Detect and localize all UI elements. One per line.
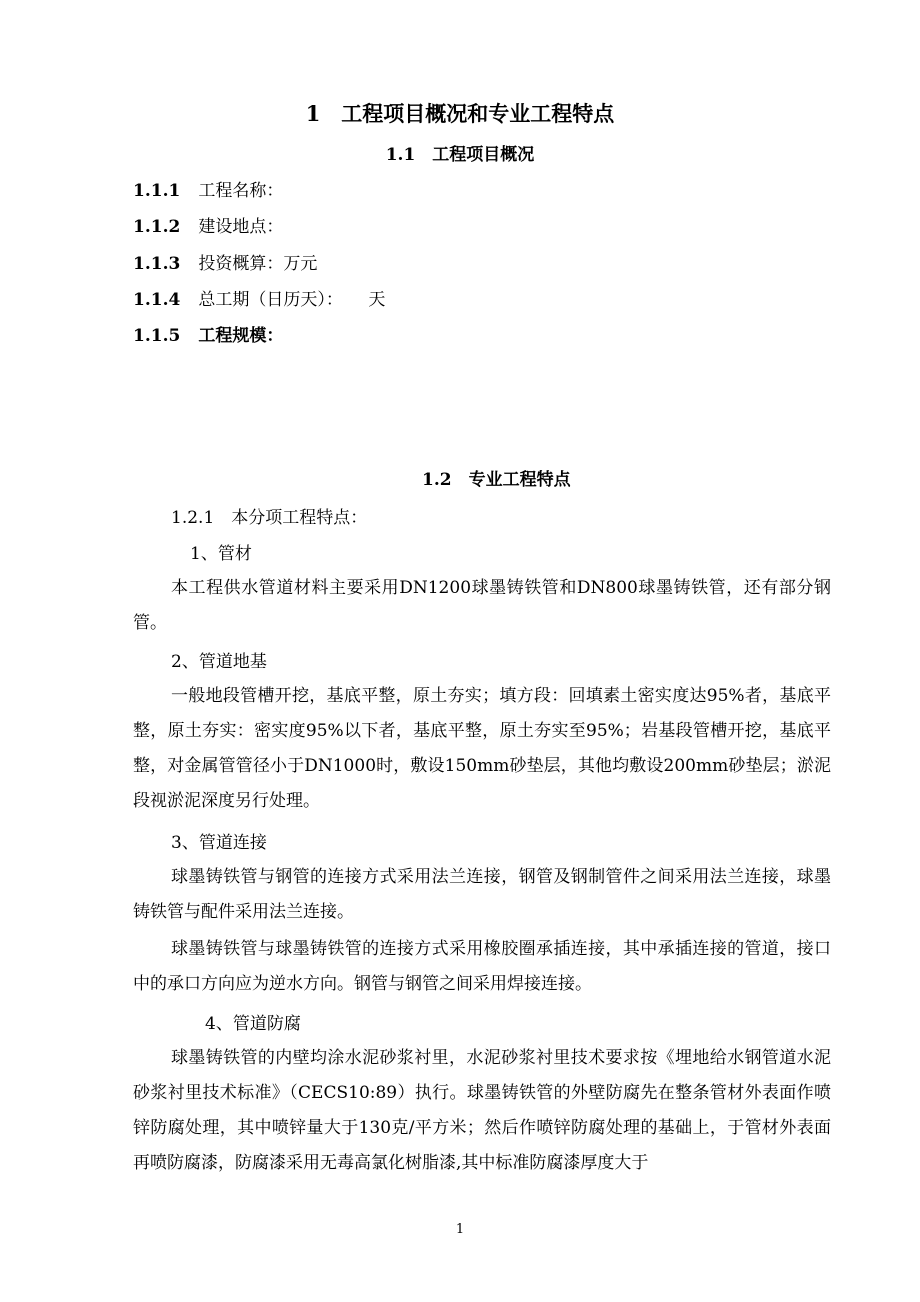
- item-number: 1.1.3: [133, 254, 181, 274]
- paragraph-pipe-material: 本工程供水管道材料主要采用DN1200球墨铸铁管和DN800球墨铸铁管，还有部分钢管。: [133, 578, 831, 633]
- section-number: 1.2: [422, 470, 452, 490]
- item-location: [133, 216, 283, 238]
- item-text: 投资概算：万元: [198, 254, 318, 274]
- item-scale: [133, 325, 283, 347]
- paragraph-pipe-foundation: 一般地段管槽开挖，基底平整，原土夯实；填方段：回填素土密实度达95%者，基底平整，原土夯实：密实度95%以下者，基底平整，原土夯实至95%；岩基段管槽开挖，基底平整，对金属管管径小于DN1000时，敷设150mm砂垫层，其他均敷设200mm砂垫层；淤泥段视淤泥深度另行处理。: [133, 686, 831, 811]
- item-project-name: [133, 180, 283, 202]
- heading-pipe-connection: 3、管道连接: [171, 833, 267, 853]
- item-text: 建设地点：: [198, 217, 284, 237]
- item-number: 1.1.5: [133, 326, 181, 346]
- item-duration: [133, 289, 385, 311]
- section-heading-1-2: [422, 469, 571, 491]
- section-heading-1-1: [0, 144, 920, 166]
- subsection-intro: 1.2.1 本分项工程特点：: [171, 508, 368, 528]
- paragraph-pipe-anticorrosion: 球墨铸铁管的内壁均涂水泥砂浆衬里，水泥砂浆衬里技术要求按《埋地给水钢管道水泥砂浆衬里技术标准》（CECS10:89）执行。球墨铸铁管的外壁防腐先在整条管材外表面作喷锌防腐处理，其中喷锌量大于130克/平方米；然后作喷锌防腐处理的基础上，于管材外表面再喷防腐漆，防腐漆采用无毒高氯化树脂漆,其中标准防腐漆厚度大于: [133, 1048, 831, 1173]
- item-budget: [133, 253, 317, 275]
- heading-pipe-material: 1、管材: [190, 544, 252, 564]
- item-text: 工程规模：: [198, 326, 284, 346]
- section-number: 1.1: [385, 145, 416, 165]
- item-text: 总工期（日历天）： 天: [198, 290, 386, 310]
- heading-pipe-foundation: 2、管道地基: [171, 652, 267, 672]
- item-number: 1.1.4: [133, 290, 181, 310]
- item-text: 工程名称：: [198, 181, 284, 201]
- section-title: 工程项目概况: [432, 145, 535, 165]
- item-number: 1.1.2: [133, 217, 181, 237]
- item-number: 1.1.1: [133, 181, 181, 201]
- paragraph-pipe-connection-2: 球墨铸铁管与球墨铸铁管的连接方式采用橡胶圈承插连接，其中承插连接的管道，接口中的承口方向应为逆水方向。钢管与钢管之间采用焊接连接。: [133, 939, 831, 994]
- heading-pipe-anticorrosion: 4、管道防腐: [205, 1014, 301, 1034]
- page-number: 1: [455, 1222, 465, 1237]
- section-title: 专业工程特点: [468, 470, 571, 490]
- chapter-title: 1 工程项目概况和专业工程特点: [305, 101, 615, 126]
- paragraph-pipe-connection-1: 球墨铸铁管与钢管的连接方式采用法兰连接，钢管及钢制管件之间采用法兰连接，球墨铸铁管与配件采用法兰连接。: [133, 867, 831, 922]
